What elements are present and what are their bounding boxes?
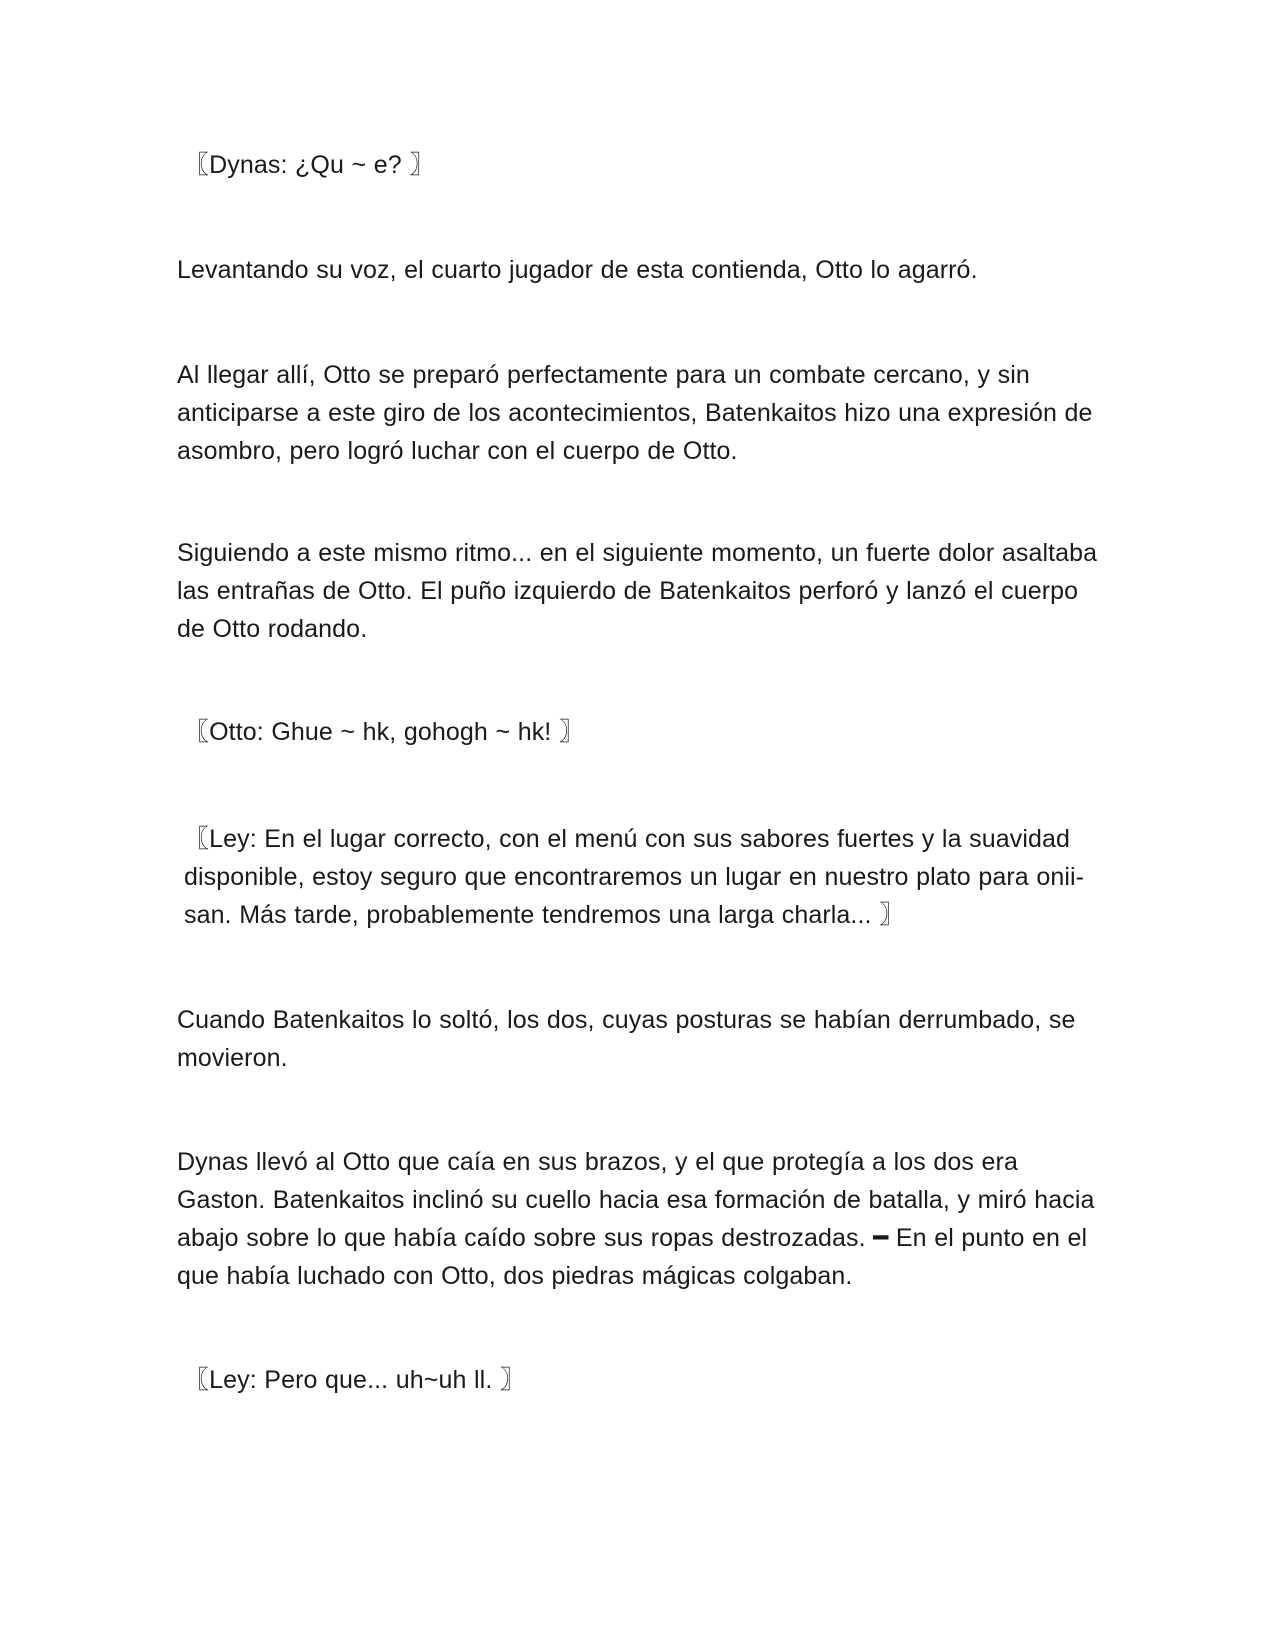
paragraph-cuando: Cuando Batenkaitos lo soltó, los dos, cuyas posturas se habían derrumbado, se movieron. <box>177 1006 1076 1072</box>
dialogue-ley-menu: 〖Ley: En el lugar correcto, con el menú con sus sabores fuertes y la suavidad disponible, estoy seguro que encontraremos un lugar en nuestro plato para onii-san. Más tarde, probablemente tendremos una larga charla... 〗 <box>184 825 1085 929</box>
dialogue-ley-pero: 〖Ley: Pero que... uh~uh ll. 〗 <box>184 1366 526 1394</box>
paragraph-siguiendo: Siguiendo a este mismo ritmo... en el siguiente momento, un fuerte dolor asaltaba las entrañas de Otto. El puño izquierdo de Batenkaitos perforó y lanzó el cuerpo de Otto rodando. <box>177 539 1098 643</box>
dialogue-dynas: 〖Dynas: ¿Qu ~ e? 〗 <box>184 151 435 179</box>
paragraph-levantando: Levantando su voz, el cuarto jugador de esta contienda, Otto lo agarró. <box>177 256 978 284</box>
paragraph-dynas-llevo: Dynas llevó al Otto que caía en sus brazos, y el que protegía a los dos era Gaston. Batenkaitos inclinó su cuello hacia esa formación de batalla, y miró hacia abajo sobre lo que había caído sobre sus ropas destrozadas. ━ En el punto en el que había luchado con Otto, dos piedras mágicas colgaban. <box>177 1148 1095 1290</box>
paragraph-al-llegar: Al llegar allí, Otto se preparó perfectamente para un combate cercano, y sin anticiparse a este giro de los acontecimientos, Batenkaitos hizo una expresión de asombro, pero logró luchar con el cuerpo de Otto. <box>177 361 1093 465</box>
dialogue-otto: 〖Otto: Ghue ~ hk, gohogh ~ hk! 〗 <box>184 718 584 746</box>
